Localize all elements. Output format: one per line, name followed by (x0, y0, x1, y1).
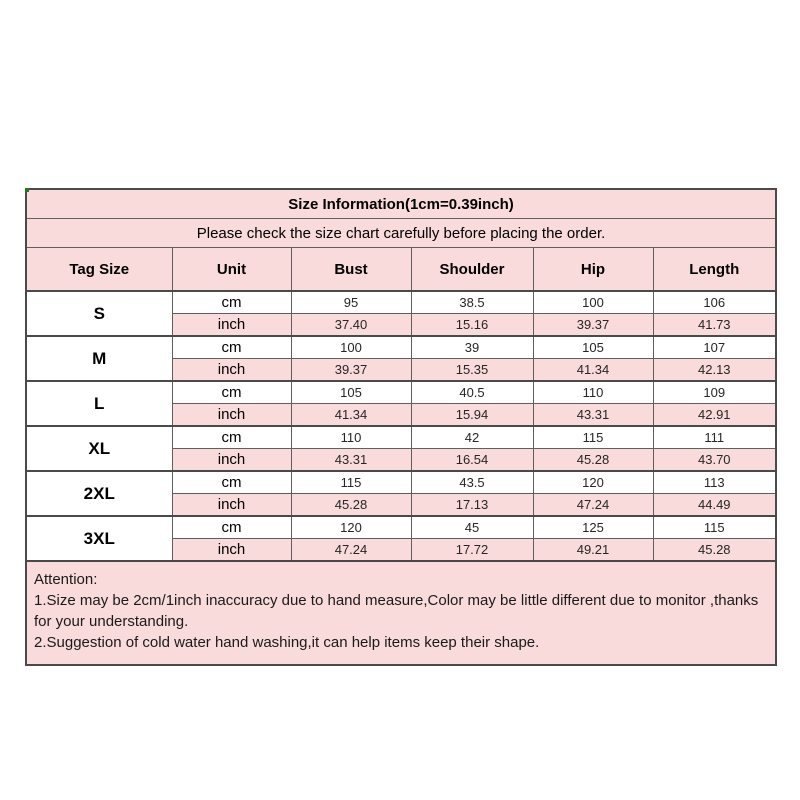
measurement-value: 111 (653, 426, 776, 449)
subtitle-row (26, 219, 776, 248)
measurement-value: 45.28 (533, 449, 653, 472)
size-row-m-cm (26, 336, 776, 359)
measurement-value: 95 (291, 291, 411, 314)
size-label-s: S (26, 291, 172, 336)
measurement-value: 42.91 (653, 404, 776, 427)
column-header-unit: Unit (172, 248, 291, 292)
column-header-tag-size: Tag Size (26, 248, 172, 292)
measurement-value: 45.28 (291, 494, 411, 517)
unit-label-inch: inch (172, 314, 291, 337)
measurement-value: 15.16 (411, 314, 533, 337)
unit-label-inch: inch (172, 359, 291, 382)
measurement-value: 45 (411, 516, 533, 539)
column-header-shoulder: Shoulder (411, 248, 533, 292)
measurement-value: 17.72 (411, 539, 533, 562)
measurement-value: 49.21 (533, 539, 653, 562)
measurement-value: 120 (291, 516, 411, 539)
measurement-value: 100 (533, 291, 653, 314)
measurement-value: 125 (533, 516, 653, 539)
unit-label-inch: inch (172, 449, 291, 472)
unit-label-inch: inch (172, 404, 291, 427)
measurement-value: 120 (533, 471, 653, 494)
size-label-l: L (26, 381, 172, 426)
measurement-value: 106 (653, 291, 776, 314)
size-row-s-cm (26, 291, 776, 314)
measurement-value: 42 (411, 426, 533, 449)
measurement-value: 41.34 (533, 359, 653, 382)
column-header-length: Length (653, 248, 776, 292)
measurement-value: 43.31 (291, 449, 411, 472)
size-row-3xl-cm (26, 516, 776, 539)
attention-note-2: 2.Suggestion of cold water hand washing,it can help items keep their shape. (34, 634, 540, 651)
measurement-value: 17.13 (411, 494, 533, 517)
unit-label-cm: cm (172, 516, 291, 539)
measurement-value: 39.37 (291, 359, 411, 382)
measurement-value: 100 (291, 336, 411, 359)
attention-note-1: 1.Size may be 2cm/1inch inaccuracy due to hand measure,Color may be little different due to monitor ,thanks for your understanding. (34, 592, 759, 630)
measurement-value: 38.5 (411, 291, 533, 314)
measurement-value: 41.34 (291, 404, 411, 427)
measurement-value: 47.24 (291, 539, 411, 562)
unit-label-cm: cm (172, 291, 291, 314)
measurement-value: 15.94 (411, 404, 533, 427)
unit-label-cm: cm (172, 471, 291, 494)
size-chart (25, 188, 775, 666)
measurement-value: 109 (653, 381, 776, 404)
corner-marker-artifact (25, 188, 29, 192)
attention-note (26, 561, 776, 665)
measurement-value: 39 (411, 336, 533, 359)
measurement-value: 44.49 (653, 494, 776, 517)
unit-label-inch: inch (172, 539, 291, 562)
measurement-value: 110 (533, 381, 653, 404)
measurement-value: 43.70 (653, 449, 776, 472)
table-subtitle: Please check the size chart carefully before placing the order. (26, 219, 776, 248)
measurement-value: 41.73 (653, 314, 776, 337)
measurement-value: 16.54 (411, 449, 533, 472)
measurement-value: 45.28 (653, 539, 776, 562)
table-title: Size Information(1cm=0.39inch) (26, 189, 776, 219)
unit-label-cm: cm (172, 426, 291, 449)
measurement-value: 105 (533, 336, 653, 359)
column-header-hip: Hip (533, 248, 653, 292)
measurement-value: 115 (291, 471, 411, 494)
size-label-xl: XL (26, 426, 172, 471)
attention-heading: Attention: (34, 571, 98, 588)
size-row-l-cm (26, 381, 776, 404)
size-row-2xl-cm (26, 471, 776, 494)
measurement-value: 40.5 (411, 381, 533, 404)
size-table (25, 188, 777, 666)
measurement-value: 42.13 (653, 359, 776, 382)
unit-label-inch: inch (172, 494, 291, 517)
measurement-value: 37.40 (291, 314, 411, 337)
size-label-2xl: 2XL (26, 471, 172, 516)
column-header-bust: Bust (291, 248, 411, 292)
measurement-value: 107 (653, 336, 776, 359)
column-header-row (26, 248, 776, 292)
measurement-value: 113 (653, 471, 776, 494)
size-row-xl-cm (26, 426, 776, 449)
measurement-value: 115 (653, 516, 776, 539)
measurement-value: 43.5 (411, 471, 533, 494)
attention-row (26, 561, 776, 665)
measurement-value: 43.31 (533, 404, 653, 427)
size-label-m: M (26, 336, 172, 381)
measurement-value: 39.37 (533, 314, 653, 337)
measurement-value: 115 (533, 426, 653, 449)
unit-label-cm: cm (172, 336, 291, 359)
measurement-value: 105 (291, 381, 411, 404)
size-label-3xl: 3XL (26, 516, 172, 561)
measurement-value: 15.35 (411, 359, 533, 382)
title-row (26, 189, 776, 219)
unit-label-cm: cm (172, 381, 291, 404)
measurement-value: 110 (291, 426, 411, 449)
measurement-value: 47.24 (533, 494, 653, 517)
